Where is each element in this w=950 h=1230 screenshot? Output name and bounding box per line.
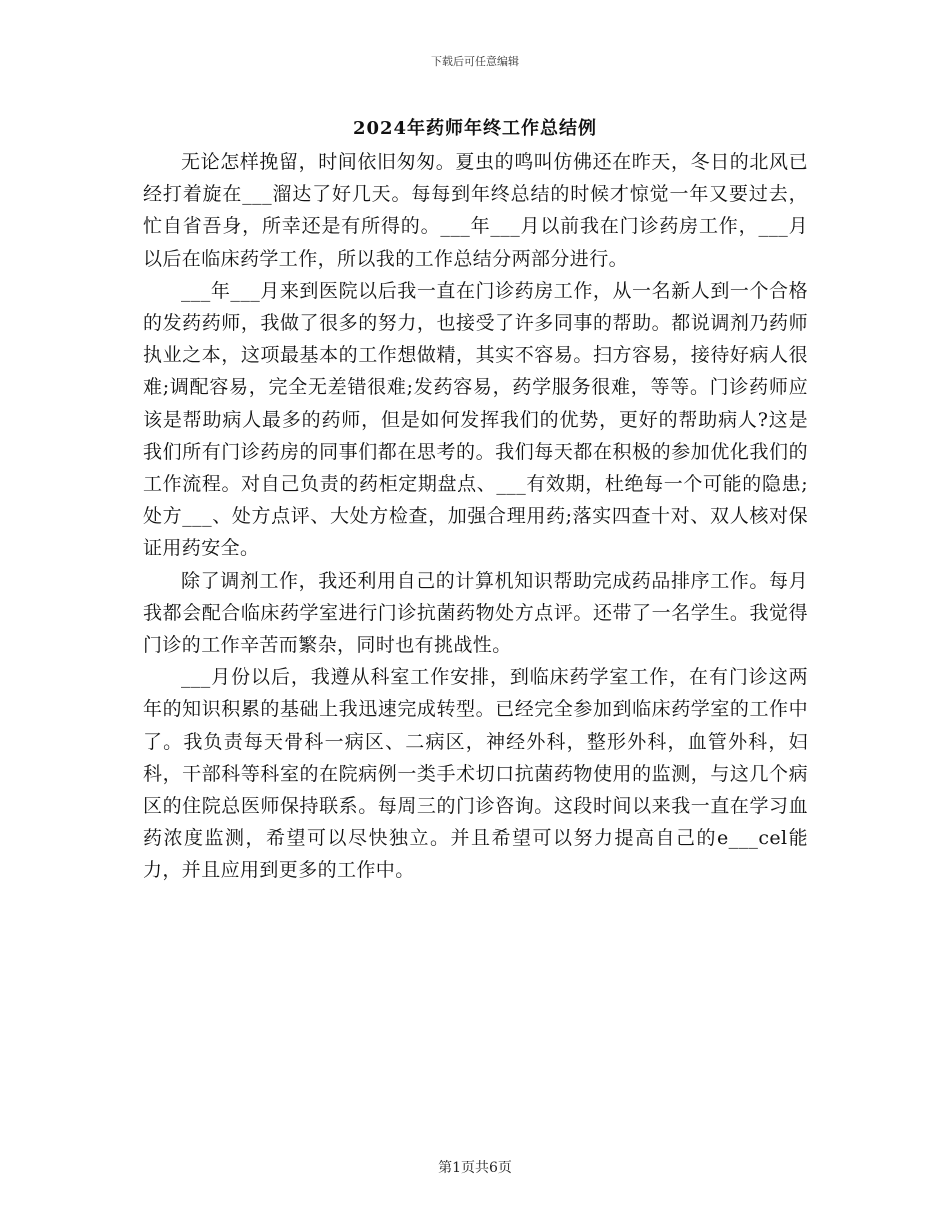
paragraph-4: ___月份以后，我遵从科室工作安排，到临床药学室工作，在有门诊这两年的知识积累的基础上我迅速完成转型。已经完全参加到临床药学室的工作中了。我负责每天骨科一病区、二病区，神经外科，整形外科，血管外科，妇科，干部科等科室的在院病例一类手术切口抗菌药物使用的监测，与这几个病区的住院总医师保持联系。每周三的门诊咨询。这段时间以来我一直在学习血药浓度监测，希望可以尽快独立。并且希望可以努力提高自己的e___cel能力，并且应用到更多的工作中。 — [143, 666, 808, 882]
document-title: 2024年药师年终工作总结例 — [352, 118, 598, 139]
page-header: 下载后可任意编辑 — [431, 55, 519, 68]
document-body — [143, 146, 808, 887]
paragraph-3: 除了调剂工作，我还利用自己的计算机知识帮助完成药品排序工作。每月我都会配合临床药学室进行门诊抗菌药物处方点评。还带了一名学生。我觉得门诊的工作辛苦而繁杂，同时也有挑战性。 — [143, 569, 808, 657]
paragraph-1: 无论怎样挽留，时间依旧匆匆。夏虫的鸣叫仿佛还在昨天，冬日的北风已经打着旋在___溜达了好几天。每每到年终总结的时候才惊觉一年又要过去，忙自省吾身，所幸还是有所得的。___年___月以前我在门诊药房工作，___月以后在临床药学工作，所以我的工作总结分两部分进行。 — [143, 151, 808, 270]
paragraph-2: ___年___月来到医院以后我一直在门诊药房工作，从一名新人到一个合格的发药药师，我做了很多的努力，也接受了许多同事的帮助。都说调剂乃药师执业之本，这项最基本的工作想做精，其实不容易。扫方容易，接待好病人很难;调配容易，完全无差错很难;发药容易，药学服务很难，等等。门诊药师应该是帮助病人最多的药师，但是如何发挥我们的优势，更好的帮助病人?这是我们所有门诊药房的同事们都在思考的。我们每天都在积极的参加优化我们的工作流程。对自己负责的药柜定期盘点、___有效期，杜绝每一个可能的隐患;处方___、处方点评、大处方检查，加强合理用药;落实四查十对、双人核对保证用药安全。 — [143, 279, 808, 560]
page-footer: 第1页共6页 — [438, 1160, 512, 1176]
